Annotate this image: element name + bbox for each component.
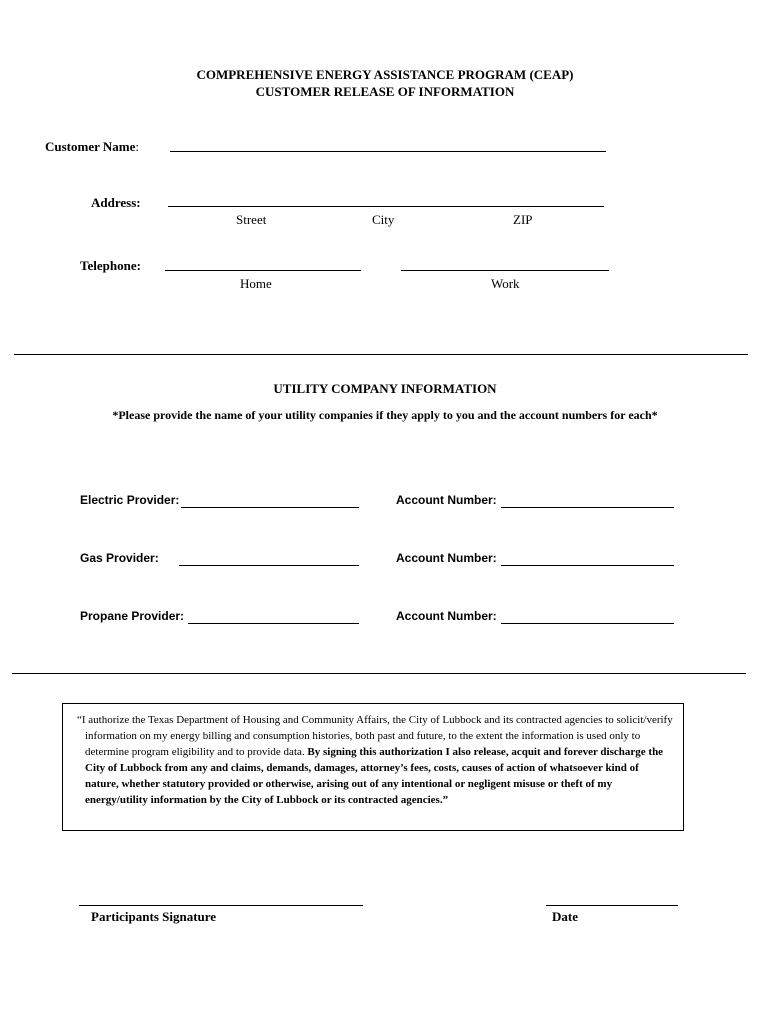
- section-divider: [14, 354, 748, 355]
- customer-name-field[interactable]: [170, 151, 606, 152]
- propane-provider-field[interactable]: [188, 623, 359, 624]
- utility-instructions: *Please provide the name of your utility companies if they apply to you and the account numbers for each*: [112, 408, 658, 422]
- electric-provider-label: Electric Provider:: [80, 493, 180, 507]
- form-subtitle: CUSTOMER RELEASE OF INFORMATION: [255, 84, 515, 99]
- date-field[interactable]: [546, 905, 678, 906]
- customer-name-label: Customer Name:: [45, 139, 140, 154]
- gas-provider-label: Gas Provider:: [80, 551, 159, 565]
- address-street-caption: Street: [236, 212, 267, 227]
- propane-provider-label: Propane Provider:: [80, 609, 185, 623]
- authorization-text: “I authorize the Texas Department of Housing and Community Affairs, the City of Lubbock and its contracted agencies to solicit/verify information on my energy billing and consumption histories, both past and future, to the extent the information is used only to determine program eligibility and to provide data.: [77, 714, 673, 758]
- electric-provider-field[interactable]: [181, 507, 359, 508]
- gas-account-label: Account Number:: [396, 551, 497, 565]
- authorization-statement: [62, 703, 684, 831]
- propane-account-label: Account Number:: [396, 609, 497, 623]
- address-label: Address:: [91, 195, 141, 210]
- gas-account-field[interactable]: [501, 565, 674, 566]
- address-city-caption: City: [372, 212, 395, 227]
- electric-account-label: Account Number:: [396, 493, 497, 507]
- telephone-work-field[interactable]: [401, 270, 609, 271]
- participant-signature-label: Participants Signature: [91, 909, 217, 924]
- section-divider: [12, 673, 746, 674]
- propane-account-field[interactable]: [501, 623, 674, 624]
- address-zip-caption: ZIP: [513, 212, 533, 227]
- electric-account-field[interactable]: [501, 507, 674, 508]
- telephone-label: Telephone:: [80, 258, 141, 273]
- participant-signature-field[interactable]: [79, 905, 363, 906]
- address-field[interactable]: [168, 206, 604, 207]
- utility-heading: UTILITY COMPANY INFORMATION: [273, 381, 497, 396]
- telephone-work-caption: Work: [491, 276, 520, 291]
- telephone-home-caption: Home: [240, 276, 272, 291]
- gas-provider-field[interactable]: [179, 565, 359, 566]
- date-label: Date: [552, 909, 578, 924]
- authorization-release-text: By signing this authorization I also release, acquit and forever discharge the City of Lubbock from any and claims, demands, damages, attorney’s fees, costs, causes of action of whatsoever kind of nature, whether statutory provided or otherwise, arising out of any intentional or negligent misuse or theft of my energy/utility information by the City of Lubbock or its contracted agencies.”: [85, 746, 664, 806]
- form-title: COMPREHENSIVE ENERGY ASSISTANCE PROGRAM (CEAP): [196, 67, 574, 82]
- telephone-home-field[interactable]: [165, 270, 361, 271]
